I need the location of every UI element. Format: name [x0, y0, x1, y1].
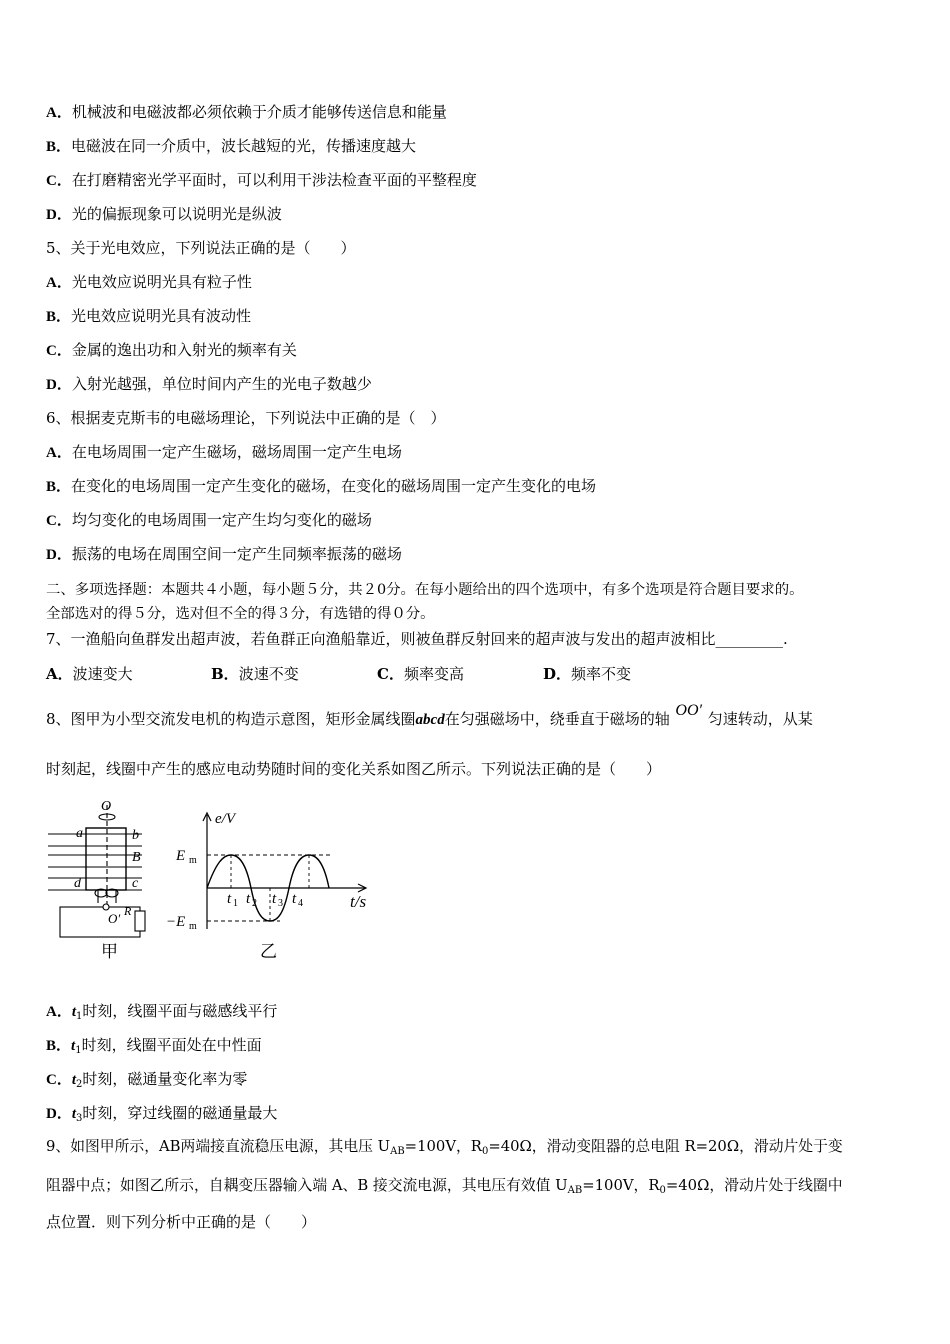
jia-label-d: d — [74, 876, 81, 891]
section2-scoring: 全部选对的得５分，选对但不全的得３分，有选错的得０分。 — [46, 606, 435, 622]
jia-label-R: R — [124, 904, 132, 918]
q8-stem-line2: 时刻起，线圈中产生的感应电动势随时间的变化关系如图乙所示。下列说法正确的是（ ） — [46, 760, 662, 778]
q6-stem: 6、根据麦克斯韦的电磁场理论，下列说法中正确的是（ ） — [46, 409, 446, 427]
q5-option-d: D．入射光越强，单位时间内产生的光电子数越少 — [46, 375, 372, 393]
jia-label-B: B — [132, 850, 141, 865]
jia-label-O: O — [101, 799, 112, 814]
svg-text:m: m — [189, 855, 197, 866]
axis-label: OO′ — [675, 702, 703, 719]
q8-option-d: D．$t_3$时刻，穿过线圈的磁通量最大 — [46, 1104, 278, 1124]
svg-text:4: 4 — [298, 898, 303, 909]
figure-jia-generator — [46, 795, 156, 965]
q7-option-c: C．频率变高 — [377, 665, 464, 683]
q8-option-b: B．$t_1$时刻，线圈平面处在中性面 — [46, 1036, 262, 1056]
q6-option-c: C．均匀变化的电场周围一定产生均匀变化的磁场 — [46, 511, 372, 529]
yi-t3: t — [272, 891, 277, 907]
coil-label: abcd — [415, 712, 445, 728]
q7-stem: 7、一渔船向鱼群发出超声波，若鱼群正向渔船靠近，则被鱼群反射回来的超声波与发出的超声波相比_________. — [46, 630, 788, 648]
q8-stem-line1: 8、图甲为小型交流发电机的构造示意图，矩形金属线圈abcd在匀强磁场中，绕垂直于磁场的轴 OO′ 匀速转动，从某 — [46, 702, 813, 728]
svg-text:2: 2 — [252, 898, 257, 909]
yi-t1: t — [227, 891, 232, 907]
q6-option-b: B．在变化的电场周围一定产生变化的磁场，在变化的磁场周围一定产生变化的电场 — [46, 477, 597, 495]
q4-option-c: C．在打磨精密光学平面时，可以利用干涉法检查平面的平整程度 — [46, 171, 477, 189]
figure-yi-emf-graph — [160, 803, 390, 965]
jia-label-a: a — [76, 826, 83, 841]
q8-option-a: A．$t_1$时刻，线圈平面与磁感线平行 — [46, 1002, 278, 1022]
svg-text:3: 3 — [278, 898, 283, 909]
q7-option-a: A．波速变大 — [46, 665, 133, 683]
q4-option-b: B．电磁波在同一介质中，波长越短的光，传播速度越大 — [46, 137, 417, 155]
q5-stem: 5、关于光电效应，下列说法正确的是（ ） — [46, 239, 356, 257]
jia-label-c: c — [132, 876, 139, 891]
q5-option-a: A．光电效应说明光具有粒子性 — [46, 273, 252, 291]
q7-options — [46, 663, 906, 683]
yi-caption: 乙 — [260, 942, 277, 961]
section2-heading: 二、多项选择题：本题共４小题，每小题５分，共２0分。在每小题给出的四个选项中，有多个选项是符合题目要求的。 — [46, 582, 804, 598]
yi-Em: E — [176, 848, 186, 864]
q5-option-c: C．金属的逸出功和入射光的频率有关 — [46, 341, 297, 359]
svg-text:m: m — [189, 921, 197, 932]
q9-stem-line1: 9、如图甲所示，AB两端接直流稳压电源，其电压 $U_{AB}=100V$，$R_0=40\Omega$，滑动变阻器的总电阻 R=20Ω，滑动片处于变 — [46, 1138, 843, 1157]
q7-option-d: D．频率不变 — [543, 665, 632, 683]
q8-option-c: C．$t_2$时刻，磁通量变化率为零 — [46, 1070, 248, 1090]
yi-xlabel: t/s — [350, 892, 367, 911]
jia-caption: 甲 — [101, 942, 118, 961]
jia-label-Oprime: O′ — [108, 911, 121, 926]
q6-option-a: A．在电场周围一定产生磁场，磁场周围一定产生电场 — [46, 443, 402, 461]
q9-stem-line2: 阻器中点；如图乙所示，自耦变压器输入端 A、B 接交流电源，其电压有效值 $U_{AB}=100V$，$R_0=40\Omega$，滑动片处于线圈中 — [46, 1177, 843, 1196]
yi-ylabel: e/V — [215, 811, 235, 827]
q5-option-b: B．光电效应说明光具有波动性 — [46, 307, 252, 325]
yi-negEm: −E — [166, 914, 186, 930]
q6-option-d: D．振荡的电场在周围空间一定产生同频率振荡的磁场 — [46, 545, 402, 563]
q4-option-d: D．光的偏振现象可以说明光是纵波 — [46, 205, 282, 223]
q4-option-a: A．机械波和电磁波都必须依赖于介质才能够传送信息和能量 — [46, 103, 447, 121]
q9-stem-line3: 点位置．则下列分析中正确的是（ ） — [46, 1213, 317, 1231]
jia-label-b: b — [132, 828, 139, 843]
yi-t4: t — [292, 891, 297, 907]
svg-text:1: 1 — [233, 898, 238, 909]
yi-t2: t — [246, 891, 251, 907]
q7-option-b: B．波速不变 — [211, 665, 299, 683]
